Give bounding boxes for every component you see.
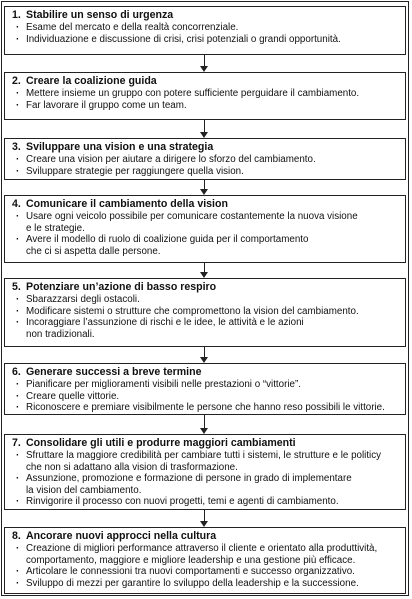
step-title-text: Stabilire un senso di urgenza <box>26 9 174 21</box>
bullet-text-line: · Rinvigorire il processo con nuovi progetti, temi e agenti di cambiamento. <box>26 496 339 508</box>
step-bullet-list <box>12 379 399 414</box>
step-number: 4. <box>12 198 21 210</box>
bullet-item <box>12 473 399 496</box>
bullet-text-line: · Articolare le connessioni tra nuovi comportamenti e successo organizzativo. <box>26 566 355 578</box>
bullet-text-line: · Assunzione, promozione e formazione di persone in grado di implementare <box>26 473 352 485</box>
step-title <box>12 437 399 450</box>
bullet-item <box>12 34 399 46</box>
bullet-text-line: · Usare ogni veicolo possibile per comunicare costantemente la nuova visione <box>26 211 358 222</box>
bullet-text-line: non tradizionali. <box>26 328 95 340</box>
bullet-text-line: che ci si aspetta dalle persone. <box>26 245 161 257</box>
bullet-text-line: e le strategie. <box>26 222 85 234</box>
bullet-item <box>12 566 399 578</box>
bullet-text-line: · Individuazione e discussione di crisi, crisi potenziali o grandi opportunità. <box>26 33 341 45</box>
step-bullet-list <box>12 22 399 45</box>
step-number: 1. <box>12 9 21 21</box>
bullet-text-line: · Riconoscere e premiare visibilmente le persone che hanno reso possibili le vittorie. <box>26 402 385 414</box>
bullet-text-line: · Creazione di migliori performance attraverso il cliente e orientato alla produttività, <box>26 543 378 554</box>
step-title <box>12 530 399 543</box>
bullet-item <box>12 234 399 257</box>
bullet-item <box>12 379 399 391</box>
bullet-text-line: · Sfruttare la maggiore credibilità per cambiare tutti i sistemi, le strutture e le politicy <box>26 450 382 461</box>
bullet-text-line: · Incoraggiare l’assunzione di rischi e le idee, le attività e le azioni <box>26 317 304 329</box>
bullet-item <box>12 391 399 403</box>
step-box-2 <box>4 72 406 120</box>
bullet-text-line: · Sviluppare strategie per raggiungere quella vision. <box>26 165 244 177</box>
step-number: 8. <box>12 530 21 542</box>
step-title <box>12 141 399 154</box>
step-title-text: Sviluppare una vision e una strategia <box>26 141 214 153</box>
step-number: 3. <box>12 141 21 153</box>
bullet-text-line: comportamento, maggiore e migliore leadership e una gestione più efficace. <box>26 554 356 566</box>
step-title <box>12 75 399 88</box>
step-title-text: Comunicare il cambiamento della vision <box>26 198 228 210</box>
step-bullet-list <box>12 450 399 508</box>
bullet-item <box>12 294 399 306</box>
bullet-text-line: che non si adattano alla vision di trasformazione. <box>26 461 238 473</box>
step-box-5 <box>4 278 406 347</box>
step-title <box>12 198 399 211</box>
step-title-text: Generare successi a breve termine <box>26 366 202 378</box>
step-title-text: Ancorare nuovi approcci nella cultura <box>26 530 217 542</box>
bullet-text-line: · Pianificare per miglioramenti visibili nelle prestazioni o “vittorie”. <box>26 379 301 390</box>
bullet-item <box>12 22 399 34</box>
bullet-item <box>12 154 399 166</box>
step-box-8 <box>4 527 406 594</box>
bullet-text-line: · Mettere insieme un gruppo con potere sufficiente perguidare il cambiamento. <box>26 88 360 99</box>
step-box-1 <box>4 6 406 55</box>
step-number: 6. <box>12 366 21 378</box>
bullet-item <box>12 578 399 590</box>
bullet-text-line: · Modificare sistemi o strutture che compromettono la vision del cambiamento. <box>26 305 359 317</box>
bullet-item <box>12 317 399 340</box>
step-box-3 <box>4 138 406 180</box>
bullet-text-line: · Creare una vision per aiutare a dirigere lo sforzo del cambiamento. <box>26 154 316 165</box>
step-box-6 <box>4 363 406 415</box>
step-title-text: Consolidare gli utili e produrre maggiori cambiamenti <box>26 437 296 449</box>
step-title <box>12 9 399 22</box>
step-bullet-list <box>12 88 399 111</box>
step-box-7 <box>4 434 406 510</box>
bullet-item <box>12 88 399 100</box>
step-number: 7. <box>12 437 21 449</box>
bullet-item <box>12 496 399 508</box>
bullet-text-line: · Sviluppo di mezzi per garantire lo sviluppo della leadership e la successione. <box>26 577 359 589</box>
step-bullet-list <box>12 154 399 177</box>
bullet-text-line: · Avere il modello di ruolo di coalizione guida per il comportamento <box>26 234 309 246</box>
bullet-text-line: · Sbarazzarsi degli ostacoli. <box>26 294 140 305</box>
bullet-text-line: la vision del cambiamento. <box>26 484 142 496</box>
bullet-item <box>12 100 399 112</box>
step-bullet-list <box>12 543 399 589</box>
step-title-text: Potenziare un’azione di basso respiro <box>26 281 217 293</box>
step-title <box>12 281 399 294</box>
step-title <box>12 366 399 379</box>
bullet-item <box>12 402 399 414</box>
bullet-item <box>12 306 399 318</box>
step-box-4 <box>4 195 406 263</box>
bullet-text-line: · Far lavorare il gruppo come un team. <box>26 99 187 111</box>
bullet-item <box>12 166 399 178</box>
bullet-text-line: · Creare quelle vittorie. <box>26 390 120 402</box>
step-bullet-list <box>12 211 399 257</box>
step-number: 2. <box>12 75 21 87</box>
bullet-item <box>12 543 399 566</box>
step-number: 5. <box>12 281 21 293</box>
bullet-text-line: · Esame del mercato e della realtà concorrenziale. <box>26 22 239 33</box>
step-title-text: Creare la coalizione guida <box>26 75 157 87</box>
step-bullet-list <box>12 294 399 340</box>
bullet-item <box>12 211 399 234</box>
bullet-item <box>12 450 399 473</box>
